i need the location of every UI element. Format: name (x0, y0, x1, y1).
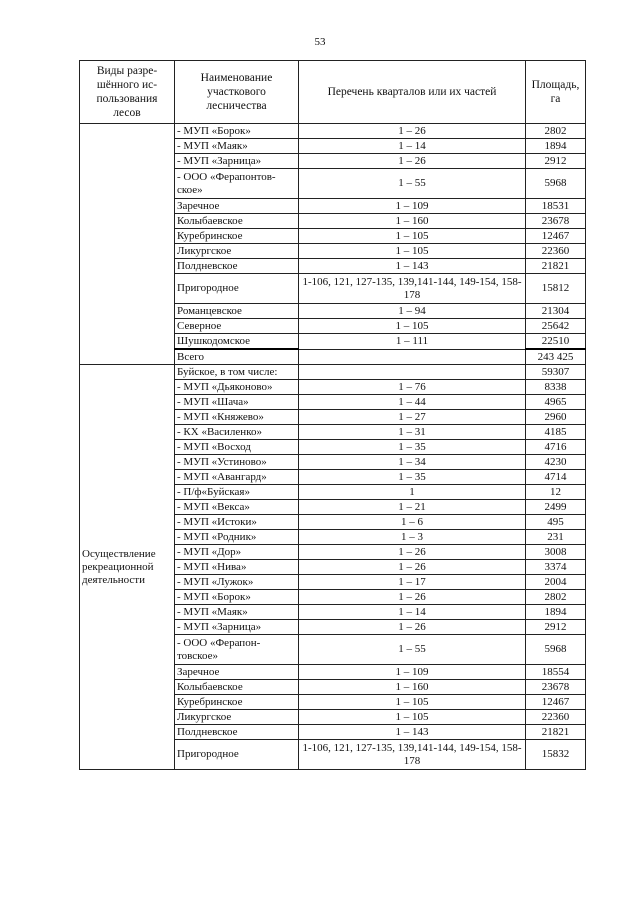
quarters-list: 1 – 76 (299, 380, 526, 395)
forestry-name: - МУП «Родник» (175, 530, 299, 545)
forestry-name: - ООО «Ферапонтов-ское» (175, 169, 299, 199)
area-value: 22360 (526, 710, 586, 725)
quarters-list: 1 – 105 (299, 229, 526, 244)
header-use-type: Виды разре-шённого ис-пользования лесов (80, 61, 175, 124)
area-value: 23678 (526, 680, 586, 695)
area-value: 3374 (526, 560, 586, 575)
area-value: 5968 (526, 635, 586, 665)
forestry-name: Полдневское (175, 725, 299, 740)
area-value: 2802 (526, 124, 586, 139)
forestry-name: Заречное (175, 199, 299, 214)
forestry-name: Романцевское (175, 304, 299, 319)
area-value: 23678 (526, 214, 586, 229)
quarters-list: 1 – 35 (299, 470, 526, 485)
area-value: 4965 (526, 395, 586, 410)
forestry-name: Колыбаевское (175, 214, 299, 229)
quarters-list (299, 365, 526, 380)
forestry-name: - МУП «Устиново» (175, 455, 299, 470)
total-area: 243 425 (526, 349, 586, 365)
quarters-list: 1-106, 121, 127-135, 139,141-144, 149-154, 158-178 (299, 274, 526, 304)
total-quarters (299, 349, 526, 365)
area-value: 2802 (526, 590, 586, 605)
forestry-name: - МУП «Нива» (175, 560, 299, 575)
quarters-list: 1 – 105 (299, 695, 526, 710)
area-value: 25642 (526, 319, 586, 334)
forestry-name: - МУП «Лужок» (175, 575, 299, 590)
forestry-name: Буйское, в том числе: (175, 365, 299, 380)
quarters-list: 1 – 44 (299, 395, 526, 410)
quarters-list: 1 – 160 (299, 680, 526, 695)
area-value: 2912 (526, 154, 586, 169)
quarters-list: 1 – 105 (299, 244, 526, 259)
area-value: 15812 (526, 274, 586, 304)
quarters-list: 1 – 109 (299, 665, 526, 680)
forestry-name: Пригородное (175, 274, 299, 304)
area-value: 4714 (526, 470, 586, 485)
area-value: 2499 (526, 500, 586, 515)
forestry-name: - МУП «Дор» (175, 545, 299, 560)
forestry-name: - МУП «Дьяконово» (175, 380, 299, 395)
forestry-name: - МУП «Авангард» (175, 470, 299, 485)
quarters-list: 1 – 26 (299, 124, 526, 139)
area-value: 59307 (526, 365, 586, 380)
forestry-name: - МУП «Восход (175, 440, 299, 455)
quarters-list: 1 – 26 (299, 620, 526, 635)
header-area: Площадь, га (526, 61, 586, 124)
quarters-list: 1 – 17 (299, 575, 526, 590)
quarters-list: 1 – 160 (299, 214, 526, 229)
quarters-list: 1 – 14 (299, 139, 526, 154)
header-forestry: Наименование участкового лесничества (175, 61, 299, 124)
quarters-list: 1 – 109 (299, 199, 526, 214)
table-header-row (80, 61, 586, 124)
quarters-list: 1 – 55 (299, 635, 526, 665)
area-value: 2004 (526, 575, 586, 590)
forestry-name: Куребринское (175, 229, 299, 244)
area-value: 12 (526, 485, 586, 500)
quarters-list: 1-106, 121, 127-135, 139,141-144, 149-154, 158-178 (299, 740, 526, 770)
area-value: 21821 (526, 725, 586, 740)
area-value: 3008 (526, 545, 586, 560)
area-value: 15832 (526, 740, 586, 770)
quarters-list: 1 – 105 (299, 319, 526, 334)
quarters-list: 1 – 27 (299, 410, 526, 425)
forestry-name: Ликургское (175, 710, 299, 725)
quarters-list: 1 (299, 485, 526, 500)
forestry-name: - МУП «Маяк» (175, 139, 299, 154)
area-value: 2960 (526, 410, 586, 425)
area-value: 12467 (526, 695, 586, 710)
quarters-list: 1 – 35 (299, 440, 526, 455)
forestry-name: Колыбаевское (175, 680, 299, 695)
forestry-name: Ликургское (175, 244, 299, 259)
area-value: 22360 (526, 244, 586, 259)
quarters-list: 1 – 14 (299, 605, 526, 620)
area-value: 1894 (526, 139, 586, 154)
area-value: 22510 (526, 334, 586, 350)
quarters-list: 1 – 31 (299, 425, 526, 440)
area-value: 18554 (526, 665, 586, 680)
table-body (80, 124, 586, 770)
use-type-cell (80, 124, 175, 365)
area-value: 18531 (526, 199, 586, 214)
quarters-list: 1 – 143 (299, 259, 526, 274)
forestry-name: - ООО «Ферапон-товское» (175, 635, 299, 665)
quarters-list: 1 – 143 (299, 725, 526, 740)
quarters-list: 1 – 26 (299, 154, 526, 169)
area-value: 1894 (526, 605, 586, 620)
forestry-name: Северное (175, 319, 299, 334)
forestry-name: Пригородное (175, 740, 299, 770)
forestry-name: - МУП «Истоки» (175, 515, 299, 530)
use-type-recreation: Осуществление рекреационной деятельности (80, 365, 175, 770)
forestry-name: - МУП «Борок» (175, 590, 299, 605)
quarters-list: 1 – 6 (299, 515, 526, 530)
total-label: Всего (175, 349, 299, 365)
table-row (80, 124, 586, 139)
forestry-name: Куребринское (175, 695, 299, 710)
forestry-name: - МУП «Зарница» (175, 620, 299, 635)
area-value: 4185 (526, 425, 586, 440)
area-value: 4716 (526, 440, 586, 455)
area-value: 21821 (526, 259, 586, 274)
forest-use-table (79, 60, 586, 770)
forestry-name: - МУП «Борок» (175, 124, 299, 139)
area-value: 8338 (526, 380, 586, 395)
forestry-name: Шушкодомское (175, 334, 299, 350)
forestry-name: - МУП «Княжево» (175, 410, 299, 425)
quarters-list: 1 – 3 (299, 530, 526, 545)
quarters-list: 1 – 34 (299, 455, 526, 470)
forestry-name: Полдневское (175, 259, 299, 274)
quarters-list: 1 – 105 (299, 710, 526, 725)
area-value: 21304 (526, 304, 586, 319)
forestry-name: - МУП «Зарница» (175, 154, 299, 169)
area-value: 2912 (526, 620, 586, 635)
subtotal-row (80, 365, 586, 380)
page-number: 53 (314, 36, 326, 48)
forestry-name: Заречное (175, 665, 299, 680)
forestry-name: - П/ф«Буйская» (175, 485, 299, 500)
quarters-list: 1 – 55 (299, 169, 526, 199)
quarters-list: 1 – 21 (299, 500, 526, 515)
forestry-name: - МУП «Шача» (175, 395, 299, 410)
area-value: 231 (526, 530, 586, 545)
area-value: 4230 (526, 455, 586, 470)
forestry-name: - МУП «Векса» (175, 500, 299, 515)
quarters-list: 1 – 111 (299, 334, 526, 350)
quarters-list: 1 – 94 (299, 304, 526, 319)
forestry-name: - МУП «Маяк» (175, 605, 299, 620)
header-quarters: Перечень кварталов или их частей (299, 61, 526, 124)
forestry-name: - КХ «Василенко» (175, 425, 299, 440)
area-value: 5968 (526, 169, 586, 199)
quarters-list: 1 – 26 (299, 560, 526, 575)
area-value: 12467 (526, 229, 586, 244)
quarters-list: 1 – 26 (299, 590, 526, 605)
quarters-list: 1 – 26 (299, 545, 526, 560)
area-value: 495 (526, 515, 586, 530)
